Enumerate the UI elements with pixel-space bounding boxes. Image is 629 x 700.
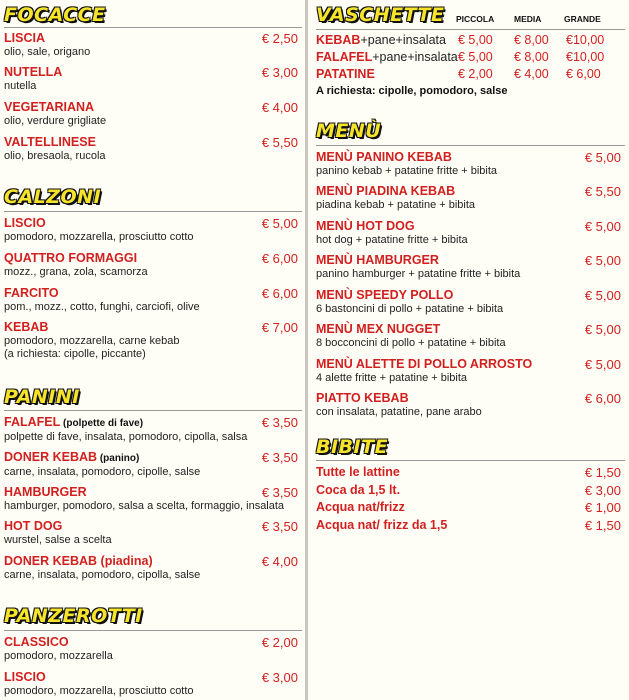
item-desc: pomodoro, mozzarella, prosciutto cotto bbox=[4, 231, 194, 243]
item-desc: hamburger, pomodoro, salsa a scelta, formaggio, insalata bbox=[4, 500, 285, 512]
menu-item bbox=[4, 519, 302, 547]
menu-item bbox=[316, 357, 625, 385]
price-media: € 8,00 bbox=[514, 33, 549, 47]
divider bbox=[316, 29, 625, 30]
drink-item bbox=[316, 518, 625, 533]
item-name: FARCITO bbox=[4, 286, 59, 300]
price-grande: €10,00 bbox=[566, 33, 605, 47]
item-name: DONER KEBAB (piadina) bbox=[4, 554, 153, 568]
section-title-menu: MENÙ bbox=[316, 120, 382, 142]
item-price: € 6,00 bbox=[261, 286, 298, 301]
item-name: FALAFEL bbox=[316, 50, 373, 64]
menu-item bbox=[316, 288, 625, 316]
item-name: VALTELLINESE bbox=[4, 135, 96, 149]
price-piccola: € 5,00 bbox=[458, 50, 493, 64]
divider bbox=[316, 145, 625, 146]
item-price: € 5,50 bbox=[261, 135, 298, 150]
item-desc-extra: (a richiesta: cipolle, piccante) bbox=[4, 348, 146, 360]
item-name: NUTELLA bbox=[4, 65, 63, 79]
item-name: MENÙ MEX NUGGET bbox=[316, 322, 441, 336]
menu-item bbox=[4, 135, 302, 163]
item-name: Tutte le lattine bbox=[316, 465, 400, 479]
menu-item bbox=[4, 100, 302, 128]
menu-item bbox=[4, 65, 302, 93]
menu-item bbox=[4, 635, 302, 663]
item-price: € 3,00 bbox=[584, 483, 621, 498]
item-desc: panino kebab + patatine fritte + bibita bbox=[316, 165, 498, 177]
item-name: MENÙ HOT DOG bbox=[316, 219, 415, 233]
item-price: € 5,00 bbox=[584, 288, 621, 303]
divider bbox=[316, 460, 625, 461]
menu-item bbox=[4, 251, 302, 279]
item-name: CLASSICO bbox=[4, 635, 69, 649]
section-title-vaschette: VASCHETTE bbox=[316, 4, 445, 26]
col-head-grande: GRANDE bbox=[564, 14, 601, 24]
divider bbox=[4, 27, 302, 28]
item-name: QUATTRO FORMAGGI bbox=[4, 251, 138, 265]
item-desc: carne, insalata, pomodoro, cipolla, salse bbox=[4, 569, 201, 581]
item-name: HOT DOG bbox=[4, 519, 63, 533]
menu-item bbox=[4, 554, 302, 582]
item-desc: pomodoro, mozzarella, prosciutto cotto bbox=[4, 685, 194, 697]
menu-item bbox=[4, 286, 302, 314]
item-price: € 2,50 bbox=[261, 31, 298, 46]
item-price: € 3,00 bbox=[261, 65, 298, 80]
menu-item bbox=[4, 31, 302, 59]
price-grande: €10,00 bbox=[566, 50, 605, 64]
item-name: LISCIA bbox=[4, 31, 45, 45]
item-desc: piadina kebab + patatine + bibita bbox=[316, 199, 476, 211]
menu-item bbox=[316, 184, 625, 212]
item-price: € 5,00 bbox=[584, 219, 621, 234]
item-desc: 6 bastoncini di pollo + patatine + bibita bbox=[316, 303, 504, 315]
item-price: € 3,50 bbox=[261, 450, 298, 465]
item-desc: 4 alette fritte + patatine + bibita bbox=[316, 372, 468, 384]
menu-item bbox=[316, 150, 625, 178]
item-name: DONER KEBAB bbox=[4, 450, 98, 464]
vaschetta-row bbox=[316, 33, 625, 49]
item-name: Acqua nat/ frizz da 1,5 bbox=[316, 518, 448, 532]
item-desc: pomodoro, mozzarella, carne kebab bbox=[4, 335, 180, 347]
item-desc: hot dog + patatine fritte + bibita bbox=[316, 234, 468, 246]
price-media: € 4,00 bbox=[514, 67, 549, 81]
item-name: MENÙ HAMBURGER bbox=[316, 253, 439, 267]
section-title-panini: PANINI bbox=[4, 386, 80, 408]
item-price: € 3,00 bbox=[261, 670, 298, 685]
item-price: € 5,00 bbox=[584, 357, 621, 372]
item-name: PIATTO KEBAB bbox=[316, 391, 409, 405]
item-extra: +pane+insalata bbox=[372, 50, 458, 64]
item-name: VEGETARIANA bbox=[4, 100, 95, 114]
item-name: MENÙ ALETTE DI POLLO ARROSTO bbox=[316, 357, 533, 371]
item-desc: pom., mozz., cotto, funghi, carciofi, olive bbox=[4, 301, 200, 313]
menu-item bbox=[4, 485, 302, 513]
item-desc: olio, sale, origano bbox=[4, 46, 91, 58]
item-price: € 4,00 bbox=[261, 100, 298, 115]
item-price: € 3,50 bbox=[261, 519, 298, 534]
item-price: € 5,00 bbox=[584, 322, 621, 337]
menu-item bbox=[4, 216, 302, 244]
section-title-bibite: BIBITE bbox=[316, 436, 389, 458]
price-piccola: € 2,00 bbox=[458, 67, 493, 81]
col-head-media: MEDIA bbox=[514, 14, 542, 24]
item-note: (panino) bbox=[97, 453, 140, 464]
section-title-calzoni: CALZONI bbox=[4, 186, 102, 208]
menu-item bbox=[316, 391, 625, 419]
item-price: € 6,00 bbox=[584, 391, 621, 406]
item-extra: +pane+insalata bbox=[360, 33, 446, 47]
menu-item bbox=[4, 670, 302, 698]
item-name: MENÙ SPEEDY POLLO bbox=[316, 288, 454, 302]
item-name: FALAFEL bbox=[4, 415, 61, 429]
item-name: MENÙ PANINO KEBAB bbox=[316, 150, 452, 164]
item-name: KEBAB bbox=[4, 320, 49, 334]
item-price: € 1,00 bbox=[584, 500, 621, 515]
item-desc: 8 bocconcini di pollo + patatine + bibita bbox=[316, 337, 506, 349]
item-price: € 5,00 bbox=[584, 253, 621, 268]
item-price: € 1,50 bbox=[584, 518, 621, 533]
item-desc: wurstel, salse a scelta bbox=[4, 534, 112, 546]
item-price: € 4,00 bbox=[261, 554, 298, 569]
divider bbox=[4, 211, 302, 212]
price-media: € 8,00 bbox=[514, 50, 549, 64]
menu-item bbox=[316, 322, 625, 350]
item-price: € 5,50 bbox=[584, 184, 621, 199]
col-head-piccola: PICCOLA bbox=[456, 14, 495, 24]
vaschetta-row bbox=[316, 50, 625, 66]
menu-item bbox=[4, 320, 302, 361]
item-name: Coca da 1,5 lt. bbox=[316, 483, 401, 497]
item-desc: carne, insalata, pomodoro, cipolle, salse bbox=[4, 466, 201, 478]
drink-item bbox=[316, 465, 625, 480]
right-column bbox=[312, 0, 629, 700]
vaschetta-row bbox=[316, 67, 625, 83]
vaschette-note: A richiesta: cipolle, pomodoro, salse bbox=[316, 85, 508, 97]
menu-item bbox=[316, 219, 625, 247]
item-name: MENÙ PIADINA KEBAB bbox=[316, 184, 456, 198]
item-price: € 7,00 bbox=[261, 320, 298, 335]
item-price: € 3,50 bbox=[261, 415, 298, 430]
drink-item bbox=[316, 500, 625, 515]
menu-item bbox=[4, 415, 302, 444]
item-price: € 5,00 bbox=[584, 150, 621, 165]
item-note: (polpette di fave) bbox=[60, 418, 144, 429]
price-grande: € 6,00 bbox=[566, 67, 601, 81]
drink-item bbox=[316, 483, 625, 498]
item-desc: mozz., grana, zola, scamorza bbox=[4, 266, 148, 278]
item-desc: olio, bresaola, rucola bbox=[4, 150, 106, 162]
item-name: Acqua nat/frizz bbox=[316, 500, 405, 514]
left-column bbox=[0, 0, 306, 700]
item-price: € 2,00 bbox=[261, 635, 298, 650]
item-name: LISCIO bbox=[4, 216, 46, 230]
section-title-focacce: FOCACCE bbox=[4, 4, 106, 26]
item-name: LISCIO bbox=[4, 670, 46, 684]
item-desc: pomodoro, mozzarella bbox=[4, 650, 113, 662]
item-desc: olio, verdure grigliate bbox=[4, 115, 107, 127]
item-desc: panino hamburger + patatine fritte + bibita bbox=[316, 268, 521, 280]
price-piccola: € 5,00 bbox=[458, 33, 493, 47]
item-desc: polpette di fave, insalata, pomodoro, cipolla, salsa bbox=[4, 431, 248, 443]
item-price: € 6,00 bbox=[261, 251, 298, 266]
item-price: € 1,50 bbox=[584, 465, 621, 480]
menu-item bbox=[316, 253, 625, 281]
divider bbox=[4, 630, 302, 631]
section-title-panzerotti: PANZEROTTI bbox=[4, 605, 143, 627]
item-price: € 5,00 bbox=[261, 216, 298, 231]
menu-item bbox=[4, 450, 302, 479]
item-name: PATATINE bbox=[316, 67, 375, 81]
item-desc: con insalata, patatine, pane arabo bbox=[316, 406, 482, 418]
item-desc: nutella bbox=[4, 80, 37, 92]
divider bbox=[4, 410, 302, 411]
item-name: HAMBURGER bbox=[4, 485, 87, 499]
item-name: KEBAB bbox=[316, 33, 361, 47]
item-price: € 3,50 bbox=[261, 485, 298, 500]
